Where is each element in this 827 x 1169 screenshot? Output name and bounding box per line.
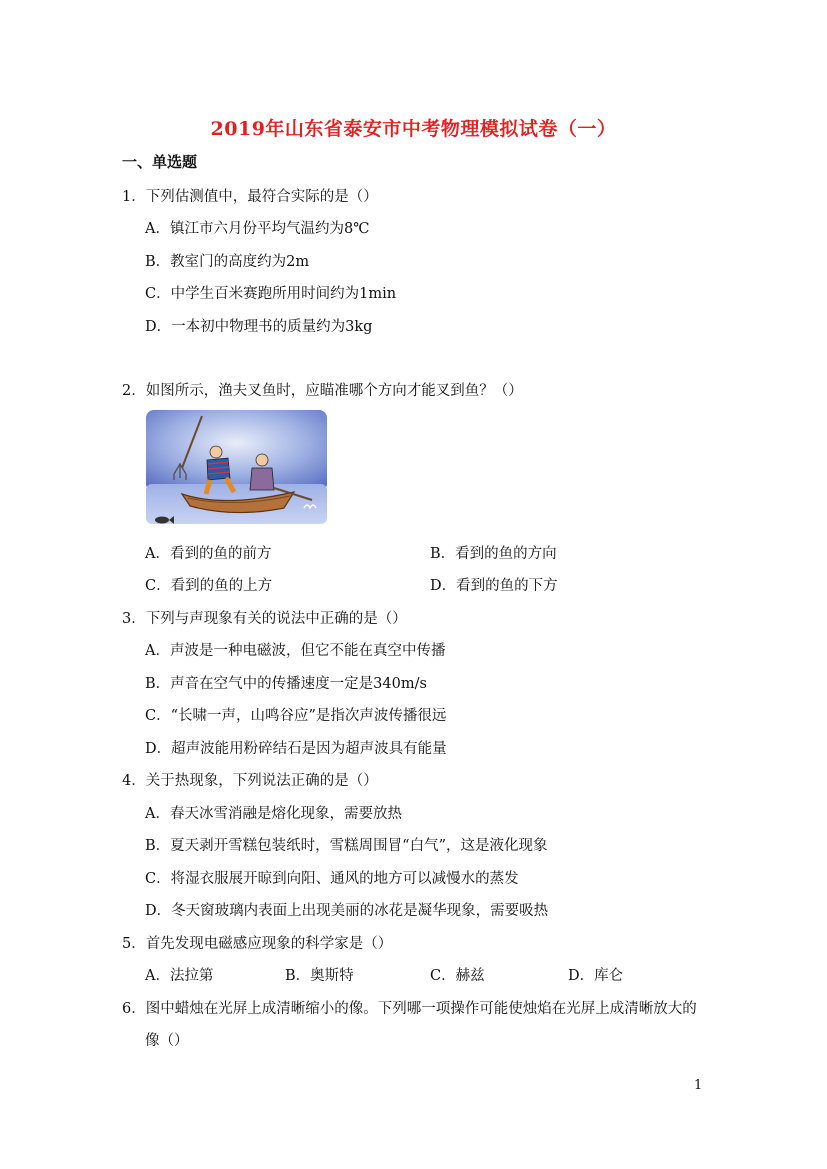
question-3-option-c: C．“长啸一声，山鸣谷应”是指次声波传播很远 xyxy=(145,708,447,724)
question-3-option-a: A．声波是一种电磁波，但它不能在真空中传播 xyxy=(145,643,446,659)
question-5-option-c: C．赫兹 xyxy=(430,968,485,984)
question-4-option-b: B．夏天剥开雪糕包装纸时，雪糕周围冒“白气”，这是液化现象 xyxy=(145,838,548,854)
question-3-option-d: D．超声波能用粉碎结石是因为超声波具有能量 xyxy=(145,741,447,757)
section-heading: 一、单选题 xyxy=(122,153,198,171)
question-6-stem-line2: 像（） xyxy=(145,1033,189,1049)
question-2-option-b: B．看到的鱼的方向 xyxy=(430,546,557,562)
question-4-option-c: C．将湿衣服展开晾到向阳、通风的地方可以减慢水的蒸发 xyxy=(145,871,519,887)
question-6-stem-line1: 6．图中蜡烛在光屏上成清晰缩小的像。下列哪一项操作可能使烛焰在光屏上成清晰放大的 xyxy=(122,1001,697,1017)
question-1-option-d: D．一本初中物理书的质量约为3kg xyxy=(145,319,373,335)
question-3-option-b: B．声音在空气中的传播速度一定是340m/s xyxy=(145,676,427,692)
fisherman-boat-illustration xyxy=(144,408,329,530)
question-4-option-a: A．春天冰雪消融是熔化现象，需要放热 xyxy=(145,806,402,822)
question-1-option-b: B．教室门的高度约为2m xyxy=(145,254,310,270)
question-4-option-d: D．冬天窗玻璃内表面上出现美丽的冰花是凝华现象，需要吸热 xyxy=(145,903,549,919)
question-2-stem: 2．如图所示，渔夫叉鱼时，应瞄准哪个方向才能叉到鱼？（） xyxy=(122,383,523,399)
question-1-stem: 1．下列估测值中，最符合实际的是（） xyxy=(122,189,378,205)
question-4-stem: 4．关于热现象，下列说法正确的是（） xyxy=(122,773,378,789)
question-5-option-a: A．法拉第 xyxy=(145,968,214,984)
question-5-option-b: B．奥斯特 xyxy=(285,968,354,984)
question-2-option-d: D．看到的鱼的下方 xyxy=(430,578,558,594)
question-5-stem: 5．首先发现电磁感应现象的科学家是（） xyxy=(122,936,393,952)
question-2-option-a: A．看到的鱼的前方 xyxy=(145,546,272,562)
question-5-option-d: D．库仑 xyxy=(568,968,624,984)
question-3-stem: 3．下列与声现象有关的说法中正确的是（） xyxy=(122,611,407,627)
question-1-option-c: C．中学生百米赛跑所用时间约为1min xyxy=(145,286,397,302)
question-1-option-a: A．镇江市六月份平均气温约为8℃ xyxy=(145,221,370,237)
page-title: 2019年山东省泰安市中考物理模拟试卷（一） xyxy=(210,118,617,140)
question-2-option-c: C．看到的鱼的上方 xyxy=(145,578,273,594)
page-number: 1 xyxy=(694,1078,703,1093)
